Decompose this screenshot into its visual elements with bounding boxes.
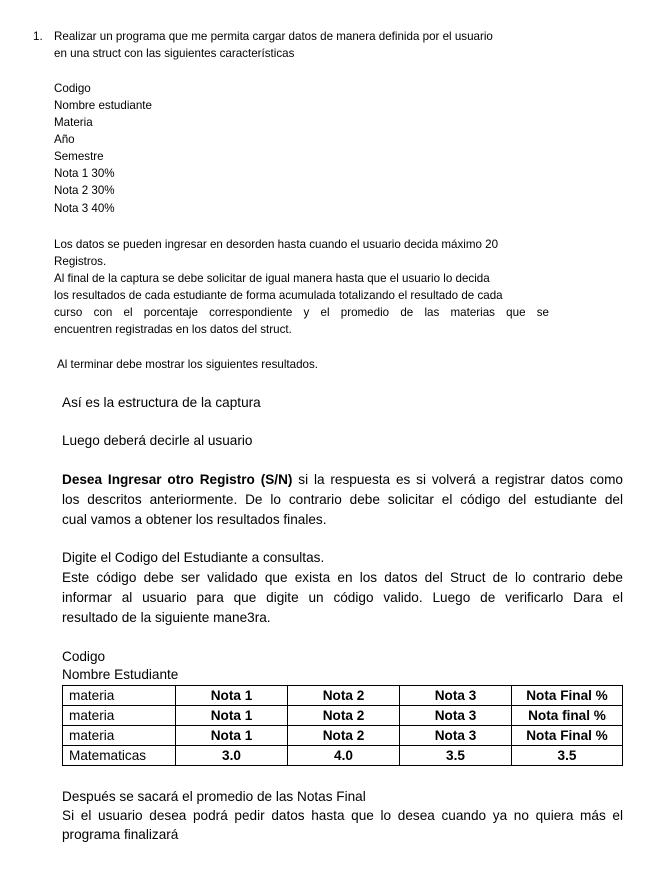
field-materia: Materia [54,116,93,129]
table-cell: materia [63,686,176,706]
grades-table [62,685,623,766]
table-cell: 3.5 [512,746,623,766]
table-row [63,686,623,706]
prompt-paragraph-line1 [62,470,623,490]
paragraph-line: Registros. [54,255,107,268]
field-semestre: Semestre [54,150,104,163]
field-anio: Año [54,133,75,146]
consult-line: Digite el Codigo del Estudiante a consultas. [62,550,325,565]
list-number: 1. [33,30,43,43]
consult-line: resultado de la siguiente mane3ra. [62,610,271,625]
prompt-rest: si la respuesta es si volverá a registrar datos como [292,472,623,487]
prompt-bold: Desea Ingresar otro Registro (S/N) [62,472,293,487]
table-cell: materia [63,706,176,726]
paragraph-line: Los datos se pueden ingresar en desorden hasta cuando el usuario decida máximo 20 [54,238,499,251]
table-cell: Nota 2 [288,726,400,746]
table-cell: Nota 1 [176,726,288,746]
table-cell: Nota 2 [288,686,400,706]
table-cell: Matematicas [63,746,176,766]
intro-line: Realizar un programa que me permita cargar datos de manera definida por el usuario [54,30,493,43]
capture-note: Así es la estructura de la captura [62,395,261,410]
results-intro: Al terminar debe mostrar los siguientes resultados. [57,358,318,371]
table-cell: Nota Final % [512,726,623,746]
table-cell: Nota 2 [288,706,400,726]
table-cell: Nota final % [512,706,623,726]
final-line: Después se sacará el promedio de las Notas Final [62,789,366,804]
table-row [63,726,623,746]
prompt-paragraph-line: los descritos anteriormente. De lo contrario debe solicitar el código del estudiante del [62,492,623,507]
table-label-nombre: Nombre Estudiante [62,667,179,682]
consult-line: Este código debe ser validado que exista en los datos del Struct de lo contrario debe [62,570,623,585]
field-nota1: Nota 1 30% [54,167,115,180]
table-label-codigo: Codigo [62,649,106,664]
table-cell: Nota 1 [176,686,288,706]
paragraph-line: curso con el porcentaje correspondiente y el promedio de las materias que se [54,306,549,319]
table-cell: materia [63,726,176,746]
table-cell: Nota Final % [512,686,623,706]
field-codigo: Codigo [54,82,91,95]
table-cell: Nota 3 [400,706,512,726]
paragraph-line: Al final de la captura se debe solicitar de igual manera hasta que el usuario lo decida [54,272,490,285]
tell-user: Luego deberá decirle al usuario [62,433,253,448]
table-cell: Nota 3 [400,686,512,706]
table-cell: 3.0 [176,746,288,766]
table-row [63,706,623,726]
table-cell: Nota 1 [176,706,288,726]
final-line: programa finalizará [62,827,179,842]
table-cell: Nota 3 [400,726,512,746]
table-row [63,746,623,766]
paragraph-line: los resultados de cada estudiante de forma acumulada totalizando el resultado de cada [54,289,503,302]
table-cell: 3.5 [400,746,512,766]
consult-line: informar al usuario para que digite un código valido. Luego de verificarlo Dara el [62,590,623,605]
final-line: Si el usuario desea podrá pedir datos hasta que lo desea cuando ya no quiera más el [62,808,623,823]
paragraph-line: encuentren registradas en los datos del struct. [54,323,292,336]
field-nota3: Nota 3 40% [54,202,115,215]
field-nota2: Nota 2 30% [54,184,115,197]
table-cell: 4.0 [288,746,400,766]
intro-line: en una struct con las siguientes características [54,47,295,60]
field-nombre: Nombre estudiante [54,99,152,112]
prompt-paragraph-line: cual vamos a obtener los resultados finales. [62,512,327,527]
